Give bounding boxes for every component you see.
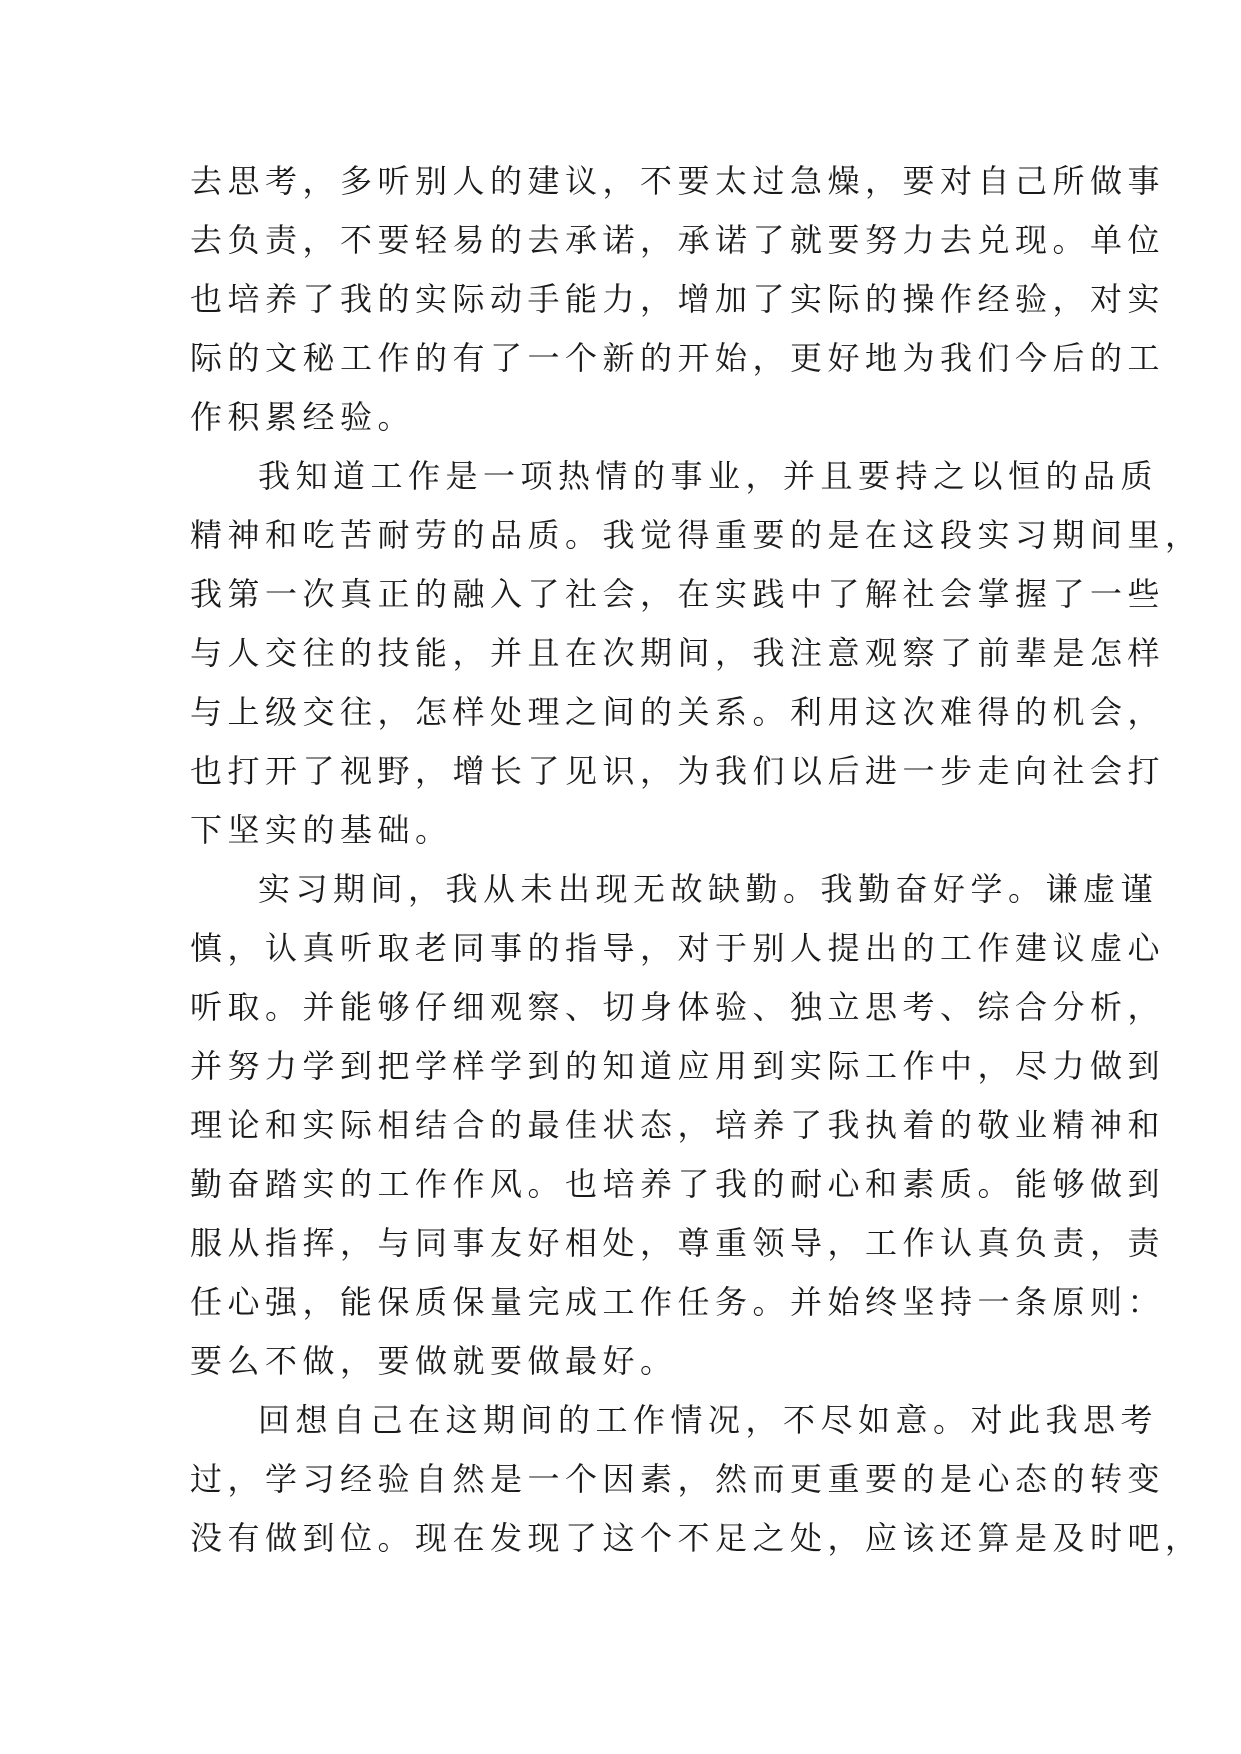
text-line: 际的文秘工作的有了一个新的开始，更好地为我们今后的工 [190, 339, 1166, 377]
text-line: 并努力学到把学样学到的知道应用到实际工作中，尽力做到 [190, 1047, 1166, 1085]
text-line: 下坚实的基础。 [190, 811, 453, 849]
text-line: 去思考，多听别人的建议，不要太过急燥，要对自己所做事 [190, 162, 1166, 200]
text-line: 也培养了我的实际动手能力，增加了实际的操作经验，对实 [190, 280, 1166, 318]
text-line: 去负责，不要轻易的去承诺，承诺了就要努力去兑现。单位 [190, 221, 1166, 259]
text-line: 没有做到位。现在发现了这个不足之处，应该还算是及时吧， [190, 1519, 1203, 1557]
text-line: 慎，认真听取老同事的指导，对于别人提出的工作建议虚心 [190, 929, 1166, 967]
text-line: 实习期间，我从未出现无故缺勤。我勤奋好学。谦虚谨 [258, 870, 1159, 908]
text-line: 服从指挥，与同事友好相处，尊重领导，工作认真负责，责 [190, 1224, 1166, 1262]
text-line: 勤奋踏实的工作作风。也培养了我的耐心和素质。能够做到 [190, 1165, 1166, 1203]
body-text [190, 152, 1203, 1568]
text-line: 与上级交往，怎样处理之间的关系。利用这次难得的机会， [190, 693, 1166, 731]
text-line: 我知道工作是一项热情的事业，并且要持之以恒的品质 [258, 457, 1159, 495]
text-line: 回想自己在这期间的工作情况，不尽如意。对此我思考 [258, 1401, 1159, 1439]
text-line: 也打开了视野，增长了见识，为我们以后进一步走向社会打 [190, 752, 1166, 790]
text-line: 与人交往的技能，并且在次期间，我注意观察了前辈是怎样 [190, 634, 1166, 672]
text-line: 作积累经验。 [190, 398, 416, 436]
text-line: 任心强，能保质保量完成工作任务。并始终坚持一条原则： [190, 1283, 1166, 1321]
text-line: 精神和吃苦耐劳的品质。我觉得重要的是在这段实习期间里， [190, 516, 1203, 554]
text-line: 要么不做，要做就要做最好。 [190, 1342, 678, 1380]
text-line: 过，学习经验自然是一个因素，然而更重要的是心态的转变 [190, 1460, 1166, 1498]
text-line: 听取。并能够仔细观察、切身体验、独立思考、综合分析， [190, 988, 1166, 1026]
text-line: 理论和实际相结合的最佳状态，培养了我执着的敬业精神和 [190, 1106, 1166, 1144]
text-line: 我第一次真正的融入了社会，在实践中了解社会掌握了一些 [190, 575, 1166, 613]
